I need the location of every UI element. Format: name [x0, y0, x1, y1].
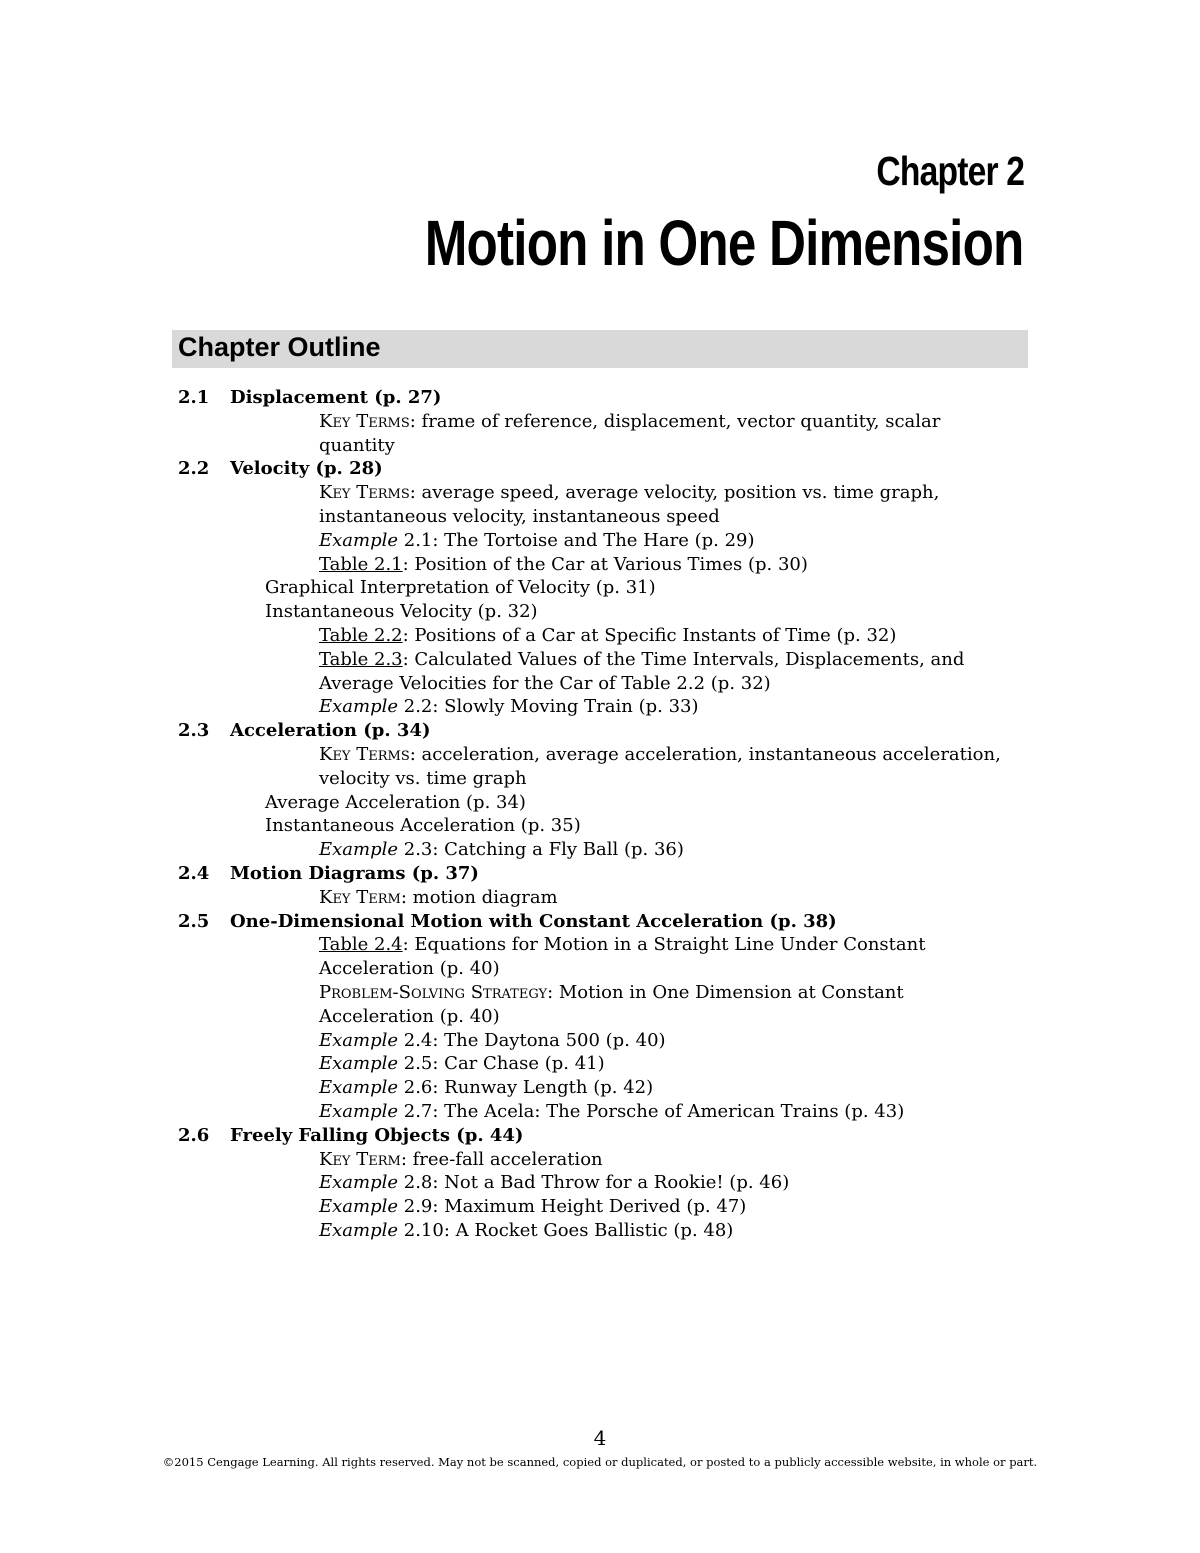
example-label: Example — [319, 1100, 399, 1122]
page-number: 4 — [593, 1426, 607, 1450]
section-heading — [178, 457, 1038, 481]
strategy-entry — [178, 981, 1038, 1005]
table-label: Table 2.4 — [319, 934, 403, 956]
example-text: 2.5: Car Chase (p. 41) — [398, 1053, 605, 1075]
section-heading — [178, 386, 1038, 410]
example-label: Example — [319, 1053, 399, 1075]
section-number: 2.4 — [178, 862, 210, 884]
example-text: 2.2: Slowly Moving Train (p. 33) — [398, 696, 699, 718]
table-continuation: Acceleration (p. 40) — [319, 958, 500, 980]
key-terms-label: Key Terms — [319, 410, 410, 432]
section-number: 2.6 — [178, 1124, 210, 1146]
example-text: 2.9: Maximum Height Derived (p. 47) — [398, 1196, 747, 1218]
example-entry — [178, 1219, 1038, 1243]
example-label: Example — [319, 1219, 399, 1241]
table-text: : Position of the Car at Various Times (p. 30) — [402, 553, 808, 575]
key-terms-entry — [178, 886, 1038, 910]
section-heading — [178, 910, 1038, 934]
example-label: Example — [319, 1172, 399, 1194]
section-title: Velocity (p. 28) — [230, 458, 383, 480]
key-terms-label: Key Terms — [319, 482, 410, 504]
example-text: 2.7: The Acela: The Porsche of American Trains (p. 43) — [398, 1100, 905, 1122]
section-number: 2.1 — [178, 387, 210, 408]
chapter-outline — [178, 386, 1038, 1243]
subsection-heading: Average Acceleration (p. 34) — [265, 791, 526, 813]
table-label: Table 2.3 — [319, 648, 403, 670]
table-text: : Equations for Motion in a Straight Line Under Constant — [402, 934, 926, 956]
table-entry — [178, 648, 1038, 672]
key-terms-continuation: instantaneous velocity, instantaneous speed — [319, 505, 720, 527]
key-terms-entry — [178, 743, 1038, 767]
section-heading — [178, 1124, 1038, 1148]
chapter-label: Chapter 2 — [876, 148, 1024, 194]
example-label: Example — [319, 529, 399, 551]
example-text: 2.8: Not a Bad Throw for a Rookie! (p. 46) — [398, 1172, 790, 1194]
strategy-text: : Motion in One Dimension at Constant — [547, 981, 904, 1003]
example-entry — [178, 1076, 1038, 1100]
table-entry — [178, 933, 1038, 957]
strategy-continuation: Acceleration (p. 40) — [319, 1005, 500, 1027]
key-terms-entry — [178, 1148, 1038, 1172]
example-text: 2.1: The Tortoise and The Hare (p. 29) — [398, 529, 755, 551]
subsection-heading: Graphical Interpretation of Velocity (p. 31) — [265, 577, 656, 599]
key-terms-text: : motion diagram — [400, 886, 558, 908]
copyright-notice: ©2015 Cengage Learning. All rights reserved. May not be scanned, copied or duplicated, or posted to a publicly accessible website, in whole or part. — [162, 1455, 1038, 1469]
key-terms-entry — [178, 410, 1038, 434]
example-text: 2.4: The Daytona 500 (p. 40) — [398, 1029, 666, 1051]
table-entry — [178, 624, 1038, 648]
table-text: : Calculated Values of the Time Intervals, Displacements, and — [402, 648, 965, 670]
section-title: Freely Falling Objects (p. 44) — [230, 1124, 524, 1146]
example-entry — [178, 1052, 1038, 1076]
table-label: Table 2.2 — [319, 624, 403, 646]
example-label: Example — [319, 1077, 399, 1099]
table-text: : Positions of a Car at Specific Instants of Time (p. 32) — [402, 624, 897, 646]
strategy-label: Problem-Solving Strategy — [319, 981, 548, 1003]
key-terms-continuation: quantity — [319, 434, 395, 456]
table-continuation: Average Velocities for the Car of Table 2.2 (p. 32) — [319, 672, 771, 694]
key-terms-label: Key Term — [319, 886, 401, 908]
key-terms-text: : frame of reference, displacement, vector quantity, scalar — [409, 410, 941, 432]
example-label: Example — [319, 696, 399, 718]
section-heading — [178, 862, 1038, 886]
section-title: One-Dimensional Motion with Constant Acceleration (p. 38) — [230, 910, 837, 932]
chapter-title: Motion in One Dimension — [425, 207, 1024, 279]
key-terms-continuation: velocity vs. time graph — [319, 767, 527, 789]
chapter-outline-heading: Chapter Outline — [178, 332, 381, 362]
example-label: Example — [319, 1029, 399, 1051]
example-entry — [178, 838, 1038, 862]
subsection-heading: Instantaneous Velocity (p. 32) — [265, 601, 538, 623]
section-number: 2.2 — [178, 458, 210, 480]
example-text: 2.6: Runway Length (p. 42) — [398, 1077, 654, 1099]
example-label: Example — [319, 839, 399, 861]
key-terms-text: : free-fall acceleration — [400, 1148, 603, 1170]
example-label: Example — [319, 1196, 399, 1218]
chapter-outline-bar — [172, 330, 1028, 368]
table-entry — [178, 553, 1038, 577]
example-entry — [178, 695, 1038, 719]
section-heading — [178, 719, 1038, 743]
key-terms-text: : acceleration, average acceleration, instantaneous acceleration, — [409, 743, 1001, 765]
example-entry — [178, 1100, 1038, 1124]
key-terms-label: Key Term — [319, 1148, 401, 1170]
section-number: 2.5 — [178, 910, 210, 932]
section-title: Acceleration (p. 34) — [230, 720, 431, 742]
key-terms-text: : average speed, average velocity, position vs. time graph, — [409, 482, 940, 504]
section-number: 2.3 — [178, 720, 210, 742]
key-terms-label: Key Terms — [319, 743, 410, 765]
section-title: Displacement (p. 27) — [230, 387, 442, 408]
example-text: 2.3: Catching a Fly Ball (p. 36) — [398, 839, 684, 861]
example-entry — [178, 1171, 1038, 1195]
example-entry — [178, 1195, 1038, 1219]
section-title: Motion Diagrams (p. 37) — [230, 862, 479, 884]
example-entry — [178, 529, 1038, 553]
example-text: 2.10: A Rocket Goes Ballistic (p. 48) — [398, 1219, 734, 1241]
subsection-heading: Instantaneous Acceleration (p. 35) — [265, 815, 581, 837]
example-entry — [178, 1029, 1038, 1053]
key-terms-entry — [178, 481, 1038, 505]
table-label: Table 2.1 — [319, 553, 403, 575]
